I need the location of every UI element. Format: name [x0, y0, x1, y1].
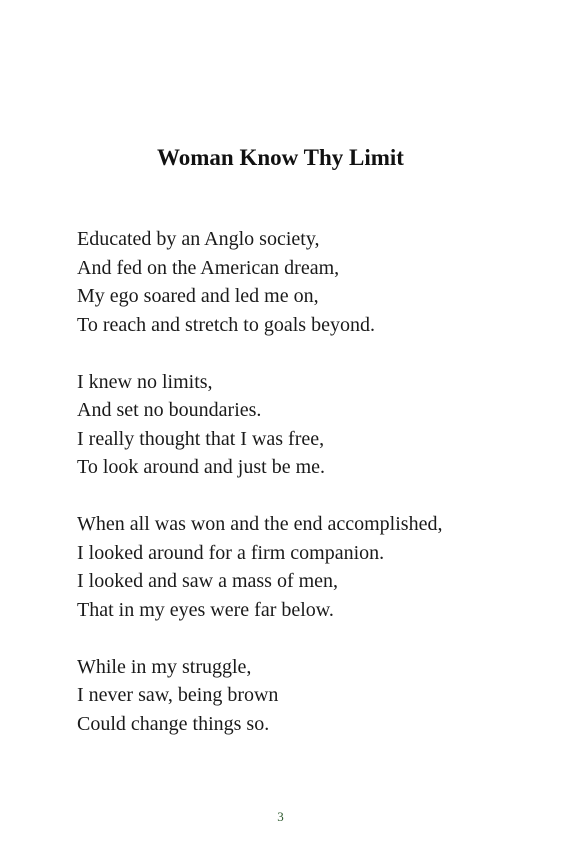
poem-line: Could change things so.	[77, 712, 270, 735]
poem-title: Woman Know Thy Limit	[157, 145, 404, 170]
poem-line: When all was won and the end accomplished,	[77, 513, 443, 535]
poem-line: I looked around for a firm companion.	[77, 541, 385, 564]
poem-line: I really thought that I was free,	[77, 427, 325, 450]
poem-line: While in my struggle,	[77, 655, 252, 678]
poem-line: To look around and just be me.	[77, 456, 325, 478]
stanza-4	[77, 653, 547, 739]
poem-line: And set no boundaries.	[77, 399, 262, 421]
poem-line: That in my eyes were far below.	[77, 598, 334, 621]
stanza-3	[77, 510, 547, 624]
poem-line: I looked and saw a mass of men,	[77, 570, 339, 592]
page-number: 3	[277, 809, 284, 824]
poem-body	[77, 225, 547, 767]
stanza-2	[77, 368, 547, 482]
poem-line: My ego soared and led me on,	[77, 285, 319, 307]
stanza-1	[77, 225, 547, 339]
poem-line: I never saw, being brown	[77, 684, 279, 706]
poem-line: I knew no limits,	[77, 370, 213, 393]
poem-line: And fed on the American dream,	[77, 256, 340, 279]
poem-line: To reach and stretch to goals beyond.	[77, 313, 375, 336]
poem-line: Educated by an Anglo society,	[77, 228, 320, 250]
